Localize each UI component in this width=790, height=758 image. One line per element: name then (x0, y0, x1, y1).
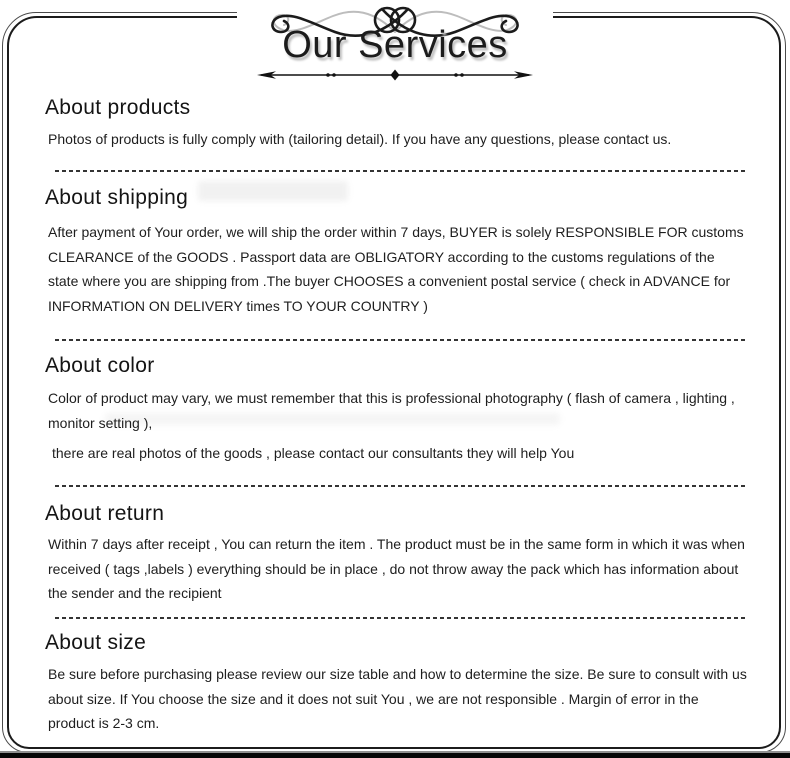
dashed-separator (55, 170, 747, 172)
scan-smudge (198, 181, 348, 201)
section-text-shipping: After payment of Your order, we will ship the order within 7 days, BUYER is solely RESPONSIBLE FOR customs CLEARANCE of the GOODS . Passport data are OBLIGATORY according to the customs regulations of the state where you are shipping from .The buyer CHOOSES a convenient postal service ( check in ADVANCE for INFORMATION ON DELIVERY times TO YOUR COUNTRY ) (48, 224, 744, 314)
section-heading-return: About return (45, 502, 165, 525)
section-text-return: Within 7 days after receipt , You can return the item . The product must be in the same form in which it was when received ( tags ,labels ) everything should be in place , do not throw away the pack which has information about the sender and the recipient (48, 536, 745, 601)
section-text-color: Color of product may vary, we must remember that this is professional photography ( flash of camera , lighting , monitor setting ), (48, 390, 735, 431)
dashed-separator (55, 339, 747, 341)
section-heading-color: About color (45, 354, 155, 377)
page-title: Our Services (282, 24, 508, 66)
section-heading-shipping: About shipping (45, 186, 189, 209)
section-text-color: there are real photos of the goods , please contact our consultants they will help You (52, 445, 575, 461)
section-heading-products: About products (45, 96, 191, 119)
bottom-edge-bar (0, 751, 790, 758)
dashed-separator (55, 485, 747, 487)
section-heading-size: About size (45, 631, 147, 654)
arrow-diamond-divider-icon (255, 66, 535, 84)
dashed-separator (55, 617, 747, 619)
section-text-products: Photos of products is fully comply with (tailoring detail). If you have any questions, please contact us. (48, 131, 672, 147)
section-text-size: Be sure before purchasing please review our size table and how to determine the size. Be sure to consult with us about size. If You choose the size and it does not suit You , we are not responsible . Margin of error in the product is 2-3 cm. (48, 666, 747, 731)
